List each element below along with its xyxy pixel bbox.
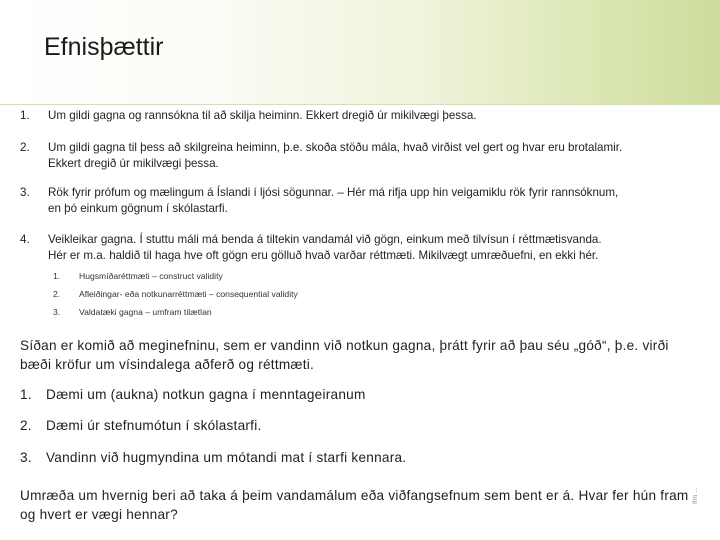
sub-list-text: Afleiðingar- eða notkunarréttmæti – consequential validity xyxy=(79,289,298,299)
list-number: 2. xyxy=(20,141,30,154)
sub-list-text: Valdatæki gagna – umfram tilætlan xyxy=(79,307,212,317)
list-text: Um gildi gagna og rannsókna til að skilja heiminn. Ekkert dregið úr mikilvægi þessa. xyxy=(48,109,477,122)
slide-title: Efnisþættir xyxy=(44,33,164,61)
list-text: en þó einkum gögnum í skólastarfi. xyxy=(48,202,228,215)
sub-list-text: Hugsmíðaréttmæti – construct validity xyxy=(79,271,223,281)
sub-list-item xyxy=(53,306,212,318)
list-text: Um gildi gagna til þess að skilgreina heiminn, þ.e. skoða stöðu mála, hvað virðist vel gert og hvar eru brotalamir. xyxy=(48,141,623,154)
list-number: 4. xyxy=(20,233,30,246)
list-text: Ekkert dregið úr mikilvægi þessa. xyxy=(48,157,219,170)
topic-number: 1. xyxy=(20,387,32,402)
list-text: Hér er m.a. haldið til haga hve oft gögn eru gölluð hvað varðar réttmæti. Mikilvægt umræðuefni, en ekki hér. xyxy=(48,249,599,262)
topic-text: Dæmi úr stefnumótun í skólastarfi. xyxy=(46,418,262,433)
list-item xyxy=(20,108,477,124)
list-number: 1. xyxy=(20,109,30,122)
list-item xyxy=(20,232,602,264)
list-text: Rök fyrir prófum og mælingum á Íslandi í ljósi sögunnar. – Hér má rifja upp hin veigamiklu rök fyrir rannsóknum, xyxy=(48,186,619,199)
topic-number: 3. xyxy=(20,450,32,465)
list-text: Veikleikar gagna. Í stuttu máli má benda á tiltekin vandamál við gögn, einkum með tilvísun í réttmætisvanda. xyxy=(48,233,602,246)
sub-list-number: 2. xyxy=(53,289,61,299)
topic-item xyxy=(20,418,262,433)
sub-list-item xyxy=(53,270,223,282)
list-item xyxy=(20,140,622,172)
topic-text: Dæmi um (aukna) notkun gagna í menntageiranum xyxy=(46,387,366,402)
side-watermark: Ífm ... xyxy=(692,487,699,505)
topic-item xyxy=(20,450,406,465)
closing-paragraph: Umræða um hvernig beri að taka á þeim vandamálum eða viðfangsefnum sem bent er á. Hvar fer hún fram og hvert er vægi hennar? xyxy=(20,488,689,522)
topic-number: 2. xyxy=(20,418,32,433)
topic-item xyxy=(20,387,366,402)
main-paragraph: Síðan er komið að meginefninu, sem er vandinn við notkun gagna, þrátt fyrir að þau séu „góð“, þ.e. virði bæði kröfur um vísindalega aðferð og réttmæti. xyxy=(20,338,669,372)
sub-list-item xyxy=(53,288,298,300)
list-number: 3. xyxy=(20,186,30,199)
list-item xyxy=(20,185,618,217)
topic-text: Vandinn við hugmyndina um mótandi mat í starfi kennara. xyxy=(46,450,407,465)
sub-list-number: 3. xyxy=(53,307,61,317)
sub-list-number: 1. xyxy=(53,271,61,281)
header-divider xyxy=(0,104,720,105)
